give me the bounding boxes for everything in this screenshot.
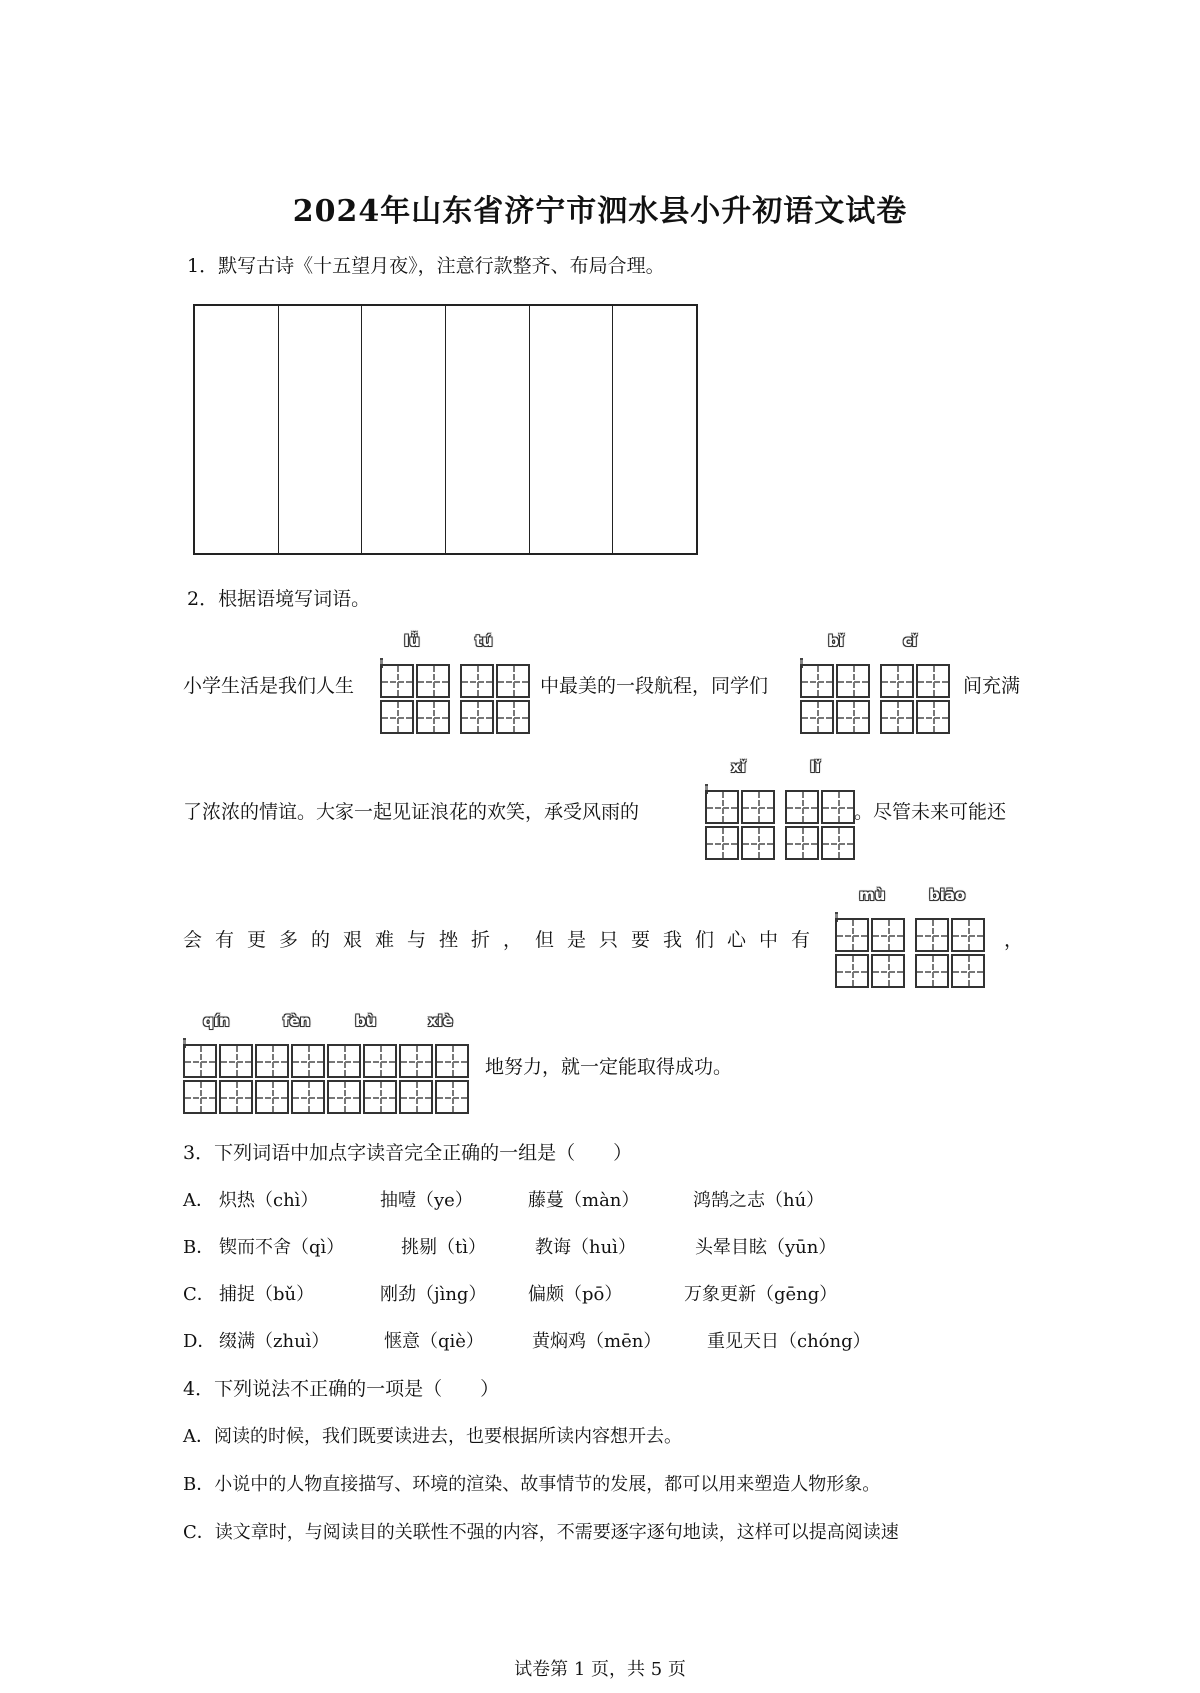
option-item: 挑剔（tì）: [401, 1237, 486, 1258]
writing-cell[interactable]: [327, 1080, 361, 1114]
grid-part: [800, 700, 952, 734]
writing-cell[interactable]: [496, 700, 530, 734]
grid-part: [907, 918, 915, 952]
pinyin-label: lǚ: [404, 632, 420, 650]
pinyin-label: bù: [355, 1012, 377, 1030]
option-label: D．: [183, 1331, 216, 1352]
writing-cell[interactable]: [460, 664, 494, 698]
pinyin-label: fèn: [283, 1012, 311, 1030]
pinyin-label: xiè: [428, 1012, 453, 1030]
option-item: 捕捉（bǔ）: [219, 1284, 315, 1305]
grid-part: [380, 700, 532, 734]
pinyin-label: lǐ: [810, 758, 821, 776]
option-item: 教诲（huì）: [535, 1237, 636, 1258]
writing-cell[interactable]: [183, 1080, 217, 1114]
writing-cell[interactable]: [741, 826, 775, 860]
pinyin-label: qín: [203, 1012, 230, 1030]
writing-cell[interactable]: [785, 790, 819, 824]
option-item: 黄焖鸡（mēn）: [532, 1331, 662, 1352]
grid-part: [777, 826, 785, 860]
writing-cell[interactable]: [871, 954, 905, 988]
writing-cell[interactable]: [435, 1044, 469, 1078]
writing-cell[interactable]: [880, 664, 914, 698]
writing-cell[interactable]: [363, 1080, 397, 1114]
context-text: 地努力，就一定能取得成功。: [485, 1056, 733, 1078]
grid-part: [872, 664, 880, 698]
writing-column[interactable]: [446, 306, 530, 553]
writing-cell[interactable]: [291, 1044, 325, 1078]
writing-cell[interactable]: [363, 1044, 397, 1078]
grid-part: [777, 790, 785, 824]
grid-part: [183, 1044, 471, 1078]
pinyin-label: cǐ: [903, 632, 918, 650]
question-4-text: 4．下列说法不正确的一项是（ ）: [183, 1378, 500, 1400]
question-2-text: 2．根据语境写词语。: [187, 588, 371, 610]
writing-column[interactable]: [195, 306, 279, 553]
context-text: 。尽管未来可能还: [854, 801, 1007, 823]
option-label: B．: [183, 1237, 215, 1258]
option-item: B．小说中的人物直接描写、环境的渲染、故事情节的发展，都可以用来塑造人物形象。: [183, 1474, 881, 1495]
grid-part: [452, 664, 460, 698]
writing-cell[interactable]: [951, 954, 985, 988]
writing-cell[interactable]: [705, 790, 739, 824]
grid-part: [183, 1080, 471, 1114]
option-label: A．: [183, 1190, 214, 1211]
grid-part: [380, 664, 532, 698]
option-item: A．阅读的时候，我们既要读进去，也要根据所读内容想开去。: [183, 1426, 682, 1447]
writing-cell[interactable]: [741, 790, 775, 824]
page-footer: 试卷第 1 页，共 5 页: [514, 1659, 686, 1680]
writing-cell[interactable]: [836, 664, 870, 698]
writing-cell[interactable]: [380, 664, 414, 698]
option-item: 偏颇（pō）: [528, 1284, 623, 1305]
option-item: 鸿鹄之志（hú）: [693, 1190, 825, 1211]
option-item: 头晕目眩（yūn）: [695, 1237, 837, 1258]
writing-column[interactable]: [530, 306, 614, 553]
page-title: 2024年山东省济宁市泗水县小升初语文试卷: [292, 194, 908, 229]
writing-cell[interactable]: [800, 700, 834, 734]
context-text: 了浓浓的情谊。大家一起见证浪花的欢笑，承受风雨的: [183, 801, 640, 823]
context-text: 中最美的一段航程，同学们: [540, 675, 769, 697]
grid-part: [907, 954, 915, 988]
writing-cell[interactable]: [835, 918, 869, 952]
writing-cell[interactable]: [219, 1044, 253, 1078]
writing-column[interactable]: [613, 306, 696, 553]
writing-column[interactable]: [279, 306, 363, 553]
option-item: 缀满（zhuì）: [219, 1331, 330, 1352]
writing-cell[interactable]: [255, 1080, 289, 1114]
grid-part: [872, 700, 880, 734]
option-item: 刚劲（jìng）: [380, 1284, 487, 1305]
context-text: 会有更多的艰难与挫折，但是只要我们心中有: [183, 929, 824, 951]
option-item: 锲而不舍（qì）: [219, 1237, 345, 1258]
grid-part: [705, 826, 857, 860]
writing-cell[interactable]: [705, 826, 739, 860]
poem-writing-table[interactable]: [193, 304, 698, 555]
writing-cell[interactable]: [916, 664, 950, 698]
option-item: 炽热（chì）: [219, 1190, 319, 1211]
grid-part: [835, 954, 987, 988]
option-item: C．读文章时，与阅读目的关联性不强的内容，不需要逐字逐句地读，这样可以提高阅读速: [183, 1522, 899, 1543]
pinyin-label: tú: [475, 632, 493, 650]
writing-cell[interactable]: [800, 664, 834, 698]
context-text: ，: [1004, 929, 1024, 951]
writing-cell[interactable]: [821, 790, 855, 824]
writing-cell[interactable]: [183, 1044, 217, 1078]
writing-cell[interactable]: [399, 1080, 433, 1114]
writing-cell[interactable]: [460, 700, 494, 734]
writing-cell[interactable]: [880, 700, 914, 734]
grid-part: [835, 918, 987, 952]
writing-cell[interactable]: [380, 700, 414, 734]
pinyin-label: mù: [859, 886, 886, 904]
writing-cell[interactable]: [416, 700, 450, 734]
writing-cell[interactable]: [835, 954, 869, 988]
pinyin-label: biāo: [929, 886, 966, 904]
writing-cell[interactable]: [871, 918, 905, 952]
writing-cell[interactable]: [836, 700, 870, 734]
writing-cell[interactable]: [785, 826, 819, 860]
grid-part: [452, 700, 460, 734]
pinyin-label: xǐ: [731, 758, 746, 776]
grid-part: [800, 664, 952, 698]
writing-cell[interactable]: [255, 1044, 289, 1078]
writing-cell[interactable]: [291, 1080, 325, 1114]
option-item: 藤蔓（màn）: [528, 1190, 640, 1211]
option-item: 重见天日（chóng）: [707, 1331, 871, 1352]
writing-cell[interactable]: [916, 700, 950, 734]
writing-cell[interactable]: [915, 918, 949, 952]
question-1-text: 1．默写古诗《十五望月夜》，注意行款整齐、布局合理。: [187, 255, 665, 277]
writing-cell[interactable]: [416, 664, 450, 698]
grid-part: [705, 790, 857, 824]
writing-column[interactable]: [362, 306, 446, 553]
writing-cell[interactable]: [951, 918, 985, 952]
context-text: 小学生活是我们人生: [183, 675, 355, 697]
context-text: 间充满: [963, 675, 1021, 697]
writing-cell[interactable]: [399, 1044, 433, 1078]
writing-cell[interactable]: [821, 826, 855, 860]
option-item: 惬意（qiè）: [384, 1331, 484, 1352]
option-item: 万象更新（gēng）: [684, 1284, 838, 1305]
writing-cell[interactable]: [496, 664, 530, 698]
option-item: 抽噎（ye）: [380, 1190, 473, 1211]
pinyin-label: bǐ: [828, 632, 844, 650]
writing-cell[interactable]: [219, 1080, 253, 1114]
writing-cell[interactable]: [327, 1044, 361, 1078]
question-3-text: 3．下列词语中加点字读音完全正确的一组是（ ）: [183, 1142, 633, 1164]
writing-cell[interactable]: [435, 1080, 469, 1114]
option-label: C．: [183, 1284, 215, 1305]
writing-cell[interactable]: [915, 954, 949, 988]
